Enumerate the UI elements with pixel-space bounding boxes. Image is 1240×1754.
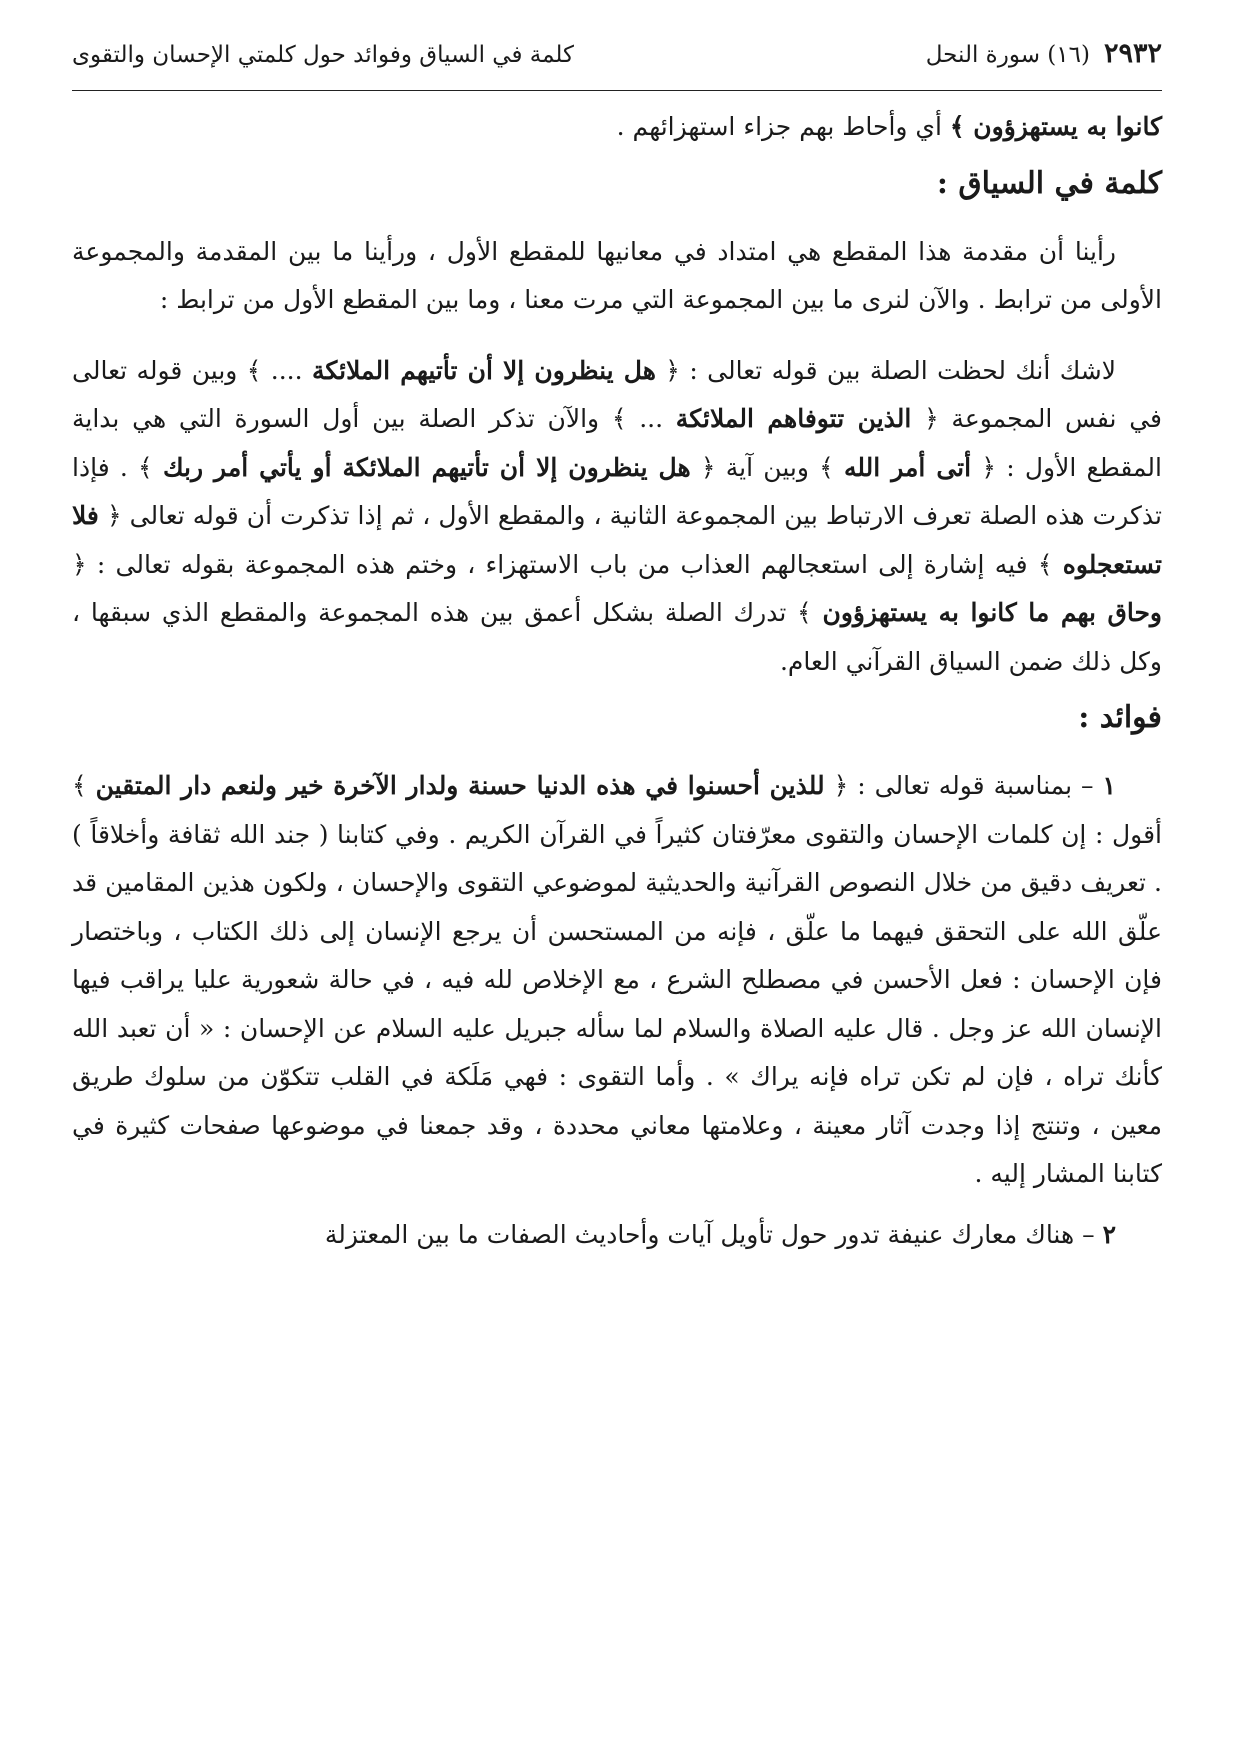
verse-quote: فلا تستعجلوه [72,501,1163,579]
page-number: ٢٩٣٢ [1103,38,1162,69]
verse-quote: الذين تتوفاهم الملائكة [675,404,912,433]
running-header [72,38,1162,91]
paragraph-connection [72,347,1162,687]
text-run: – هناك معارك عنيفة تدور حول تأويل آيات وأحاديث الصفات ما بين المعتزلة [324,1219,1103,1249]
verse-quote: للذين أحسنوا في هذه الدنيا حسنة ولدار الآخرة خير ولنعم دار المتقين [95,771,825,800]
text-run: ﴾ تدرك الصلة بشكل أعمق بين هذه المجموعة والمقطع الذي سبقها ، وكل ذلك ضمن السياق القرآني العام. [72,598,1162,676]
heading-context: كلمة في السياق : [936,165,1162,201]
verse-quote: أتى أمر الله [844,452,972,482]
text-run: ... ﴾ والآن تذكر الصلة بين أول السورة التي هي بداية المقطع الأول : ﴿ [72,404,1162,482]
text-run: ﴾ وبين آية ﴿ [690,452,844,482]
page [72,38,1162,1728]
opening-line [72,103,1162,152]
verse-quote: هل ينظرون إلا أن تأتيهم الملائكة [311,355,656,385]
text-run: لاشك أنك لحظت الصلة بين قوله تعالى : ﴿ [655,355,1116,385]
benefit-item-2 [72,1211,1162,1260]
text-run: ﴾ فيه إشارة إلى استعجالهم العذاب من باب الاستهزاء ، وختم هذه المجموعة بقوله تعالى : ﴿ [72,549,1063,579]
section-reference: كلمة في السياق وفوائد حول كلمتي الإحسان والتقوى [72,42,574,68]
chapter-reference: (١٦) سورة النحل [925,42,1090,68]
benefit-number: ١ [1102,771,1116,800]
heading-benefits: فوائد : [1078,700,1162,735]
body-text [72,91,1162,1259]
text-run: – بمناسبة قوله تعالى : ﴿ [824,771,1103,800]
text-run: ﴾ أقول : إن كلمات الإحسان والتقوى معرّفتان كثيراً في القرآن الكريم . وفي كتابنا ( جند الله ثقافة وأخلاقاً ) . تعريف دقيق من خلال النصوص القرآنية والحديثية لموضوعي التقوى والإحسان ، ولكون هذين المقامين قد علّق الله على التحقق فيهما ما علّق ، فإنه من المستحسن أن يرجع الإنسان إلى ذلك الكتاب ، وباختصار فإن الإحسان : فعل الأحسن في مصطلح الشرع ، مع الإخلاص لله فيه ، في حالة شعورية عليا يراقب فيها الإنسان الله عز وجل . قال عليه الصلاة والسلام لما سأله جبريل عليه السلام عن الإحسان : « أن تعبد الله كأنك تراه ، فإن لم تكن تراه فإنه يراك » . وأما التقوى : فهي مَلَكة في القلب تتكوّن من سلوك طريق معين ، وتنتج إذا وجدت آثار معينة ، وعلامتها معاني محددة ، وقد جمعنا في موضوعها صفحات كثيرة في كتابنا المشار إليه . [72,771,1162,1188]
opening-text: أي وأحاط بهم جزاء استهزائهم . [616,112,950,141]
benefit-item-1 [72,762,1162,1199]
paragraph-context: رأينا أن مقدمة هذا المقطع هي امتداد في معانيها للمقطع الأول ، ورأينا ما بين المقدمة والمجموعة الأولى من ترابط . والآن لنرى ما بين المجموعة التي مرت معنا ، وما بين المقطع الأول من ترابط : [72,236,1162,314]
header-right [926,38,1162,69]
benefit-number: ٢ [1102,1219,1116,1249]
verse-quote: كانوا به يستهزؤون ﴾ [949,112,1162,141]
verse-quote: هل ينظرون إلا أن تأتيهم الملائكة أو يأتي أمر ربك [162,452,691,482]
verse-quote: وحاق بهم ما كانوا به يستهزؤون [822,598,1162,627]
text-run: ﴾ . فإذا تذكرت هذه الصلة تعرف الارتباط بين المجموعة الثانية ، والمقطع الأول ، ثم إذا تذكرت أن قوله تعالى ﴿ [72,452,1162,530]
text-run: .... ﴾ وبين قوله تعالى في نفس المجموعة ﴿ [72,355,1162,433]
